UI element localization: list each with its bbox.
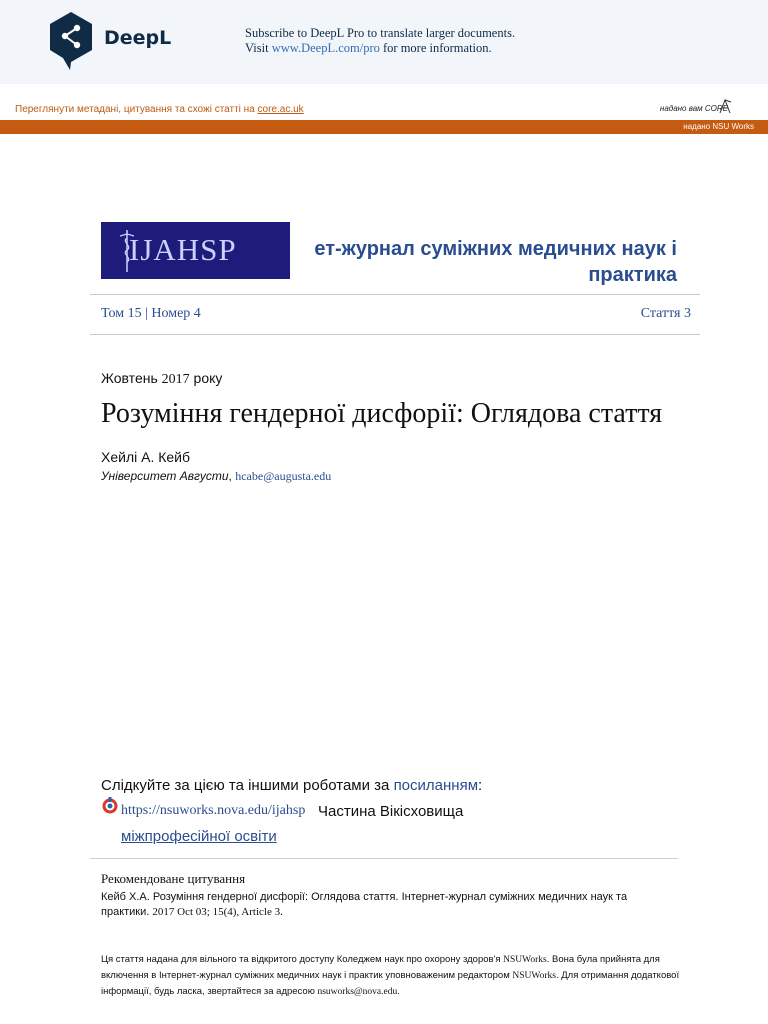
follow-link[interactable]: посиланням (393, 777, 479, 794)
core-metadata-text: Переглянути метадані, цитування та схожі статті на (15, 104, 258, 115)
citation-divider (90, 858, 678, 859)
bepress-logo-icon (101, 796, 119, 814)
article-title: Розуміння гендерної дисфорії: Оглядова стаття (101, 398, 663, 429)
access-notice (101, 952, 681, 1000)
promo-tail: for more information. (379, 41, 492, 55)
promo-visit: Visit (245, 41, 272, 55)
provided-by-nsu[interactable]: надано NSU Works (683, 122, 754, 131)
volume-issue[interactable]: Том 15 | Номер 4 (101, 306, 201, 321)
author-email-link[interactable]: hcabe@augusta.edu (235, 469, 332, 483)
nsuworks-link-2[interactable]: NSUWorks (512, 971, 556, 981)
author-affiliation (101, 469, 331, 484)
header-divider-top (90, 294, 700, 295)
header-divider-bottom (90, 334, 700, 335)
notice-end: . (397, 986, 400, 997)
date-word: року (189, 370, 223, 386)
affiliation-sep: , (228, 469, 236, 483)
author-name[interactable]: Хейлі А. Кейб (101, 449, 191, 465)
publication-date (101, 370, 222, 388)
core-metadata-line (15, 104, 304, 115)
core-brand[interactable]: надано вам CORE (659, 104, 728, 113)
journal-title: ет-журнал суміжних медичних наук і практика (314, 238, 677, 286)
affiliation-name: Університет Августи (101, 469, 229, 483)
contact-email-link[interactable]: nsuworks@nova.edu (317, 987, 398, 997)
journal-logo[interactable] (101, 222, 290, 279)
core-tower-icon (718, 98, 732, 114)
journal-url-link[interactable]: https://nsuworks.nova.edu/ijahsp (121, 803, 306, 818)
notice-p2: . Вона була прийнята для включення в Інтернет-журнал суміжних медичних наук і практик уповноваженим редактором (101, 954, 660, 981)
citation-heading: Рекомендоване цитування (101, 871, 246, 886)
follow-text: Слідкуйте за цією та іншими роботами за (101, 777, 394, 794)
follow-colon: : (478, 777, 483, 794)
deepl-logo-icon[interactable] (46, 10, 96, 72)
deepl-pro-link[interactable]: www.DeepL.com/pro (271, 41, 380, 55)
follow-line (101, 777, 482, 794)
article-number[interactable]: Стаття 3 (640, 306, 691, 321)
promo-line-1: Subscribe to DeepL Pro to translate larger documents. (245, 26, 516, 40)
deepl-banner (0, 0, 768, 84)
collection-link[interactable]: міжпрофесійної освіти (121, 828, 277, 845)
citation-tail: 2017 Oct 03; 15(4), Article 3. (152, 906, 283, 918)
core-link[interactable]: core.ac.uk (257, 104, 304, 115)
deepl-brand: DeepL (104, 27, 172, 49)
core-orange-bar (0, 120, 768, 134)
nsuworks-link-1[interactable]: NSUWorks (503, 955, 547, 965)
notice-p3: . Для отримання додаткової інформації, будь ласка, звертайтеся за адресою (101, 970, 680, 997)
date-month: Жовтень (101, 370, 162, 386)
citation-text (101, 890, 661, 920)
date-year: 2017 (161, 372, 190, 387)
notice-p1: Ця стаття надана для вільного та відкритого доступу Коледжем наук про охорону здоров'я (101, 954, 504, 965)
citation-main: Кейб Х.А. Розуміння гендерної дисфорії: Оглядова стаття. Інтернет-журнал суміжних медичних наук та практики. (101, 891, 628, 918)
journal-logo-text: IJAHSP (129, 232, 237, 267)
part-of-text: Частина Вікісховища (318, 803, 464, 820)
promo-line-2 (245, 41, 515, 56)
deepl-promo (245, 26, 515, 56)
